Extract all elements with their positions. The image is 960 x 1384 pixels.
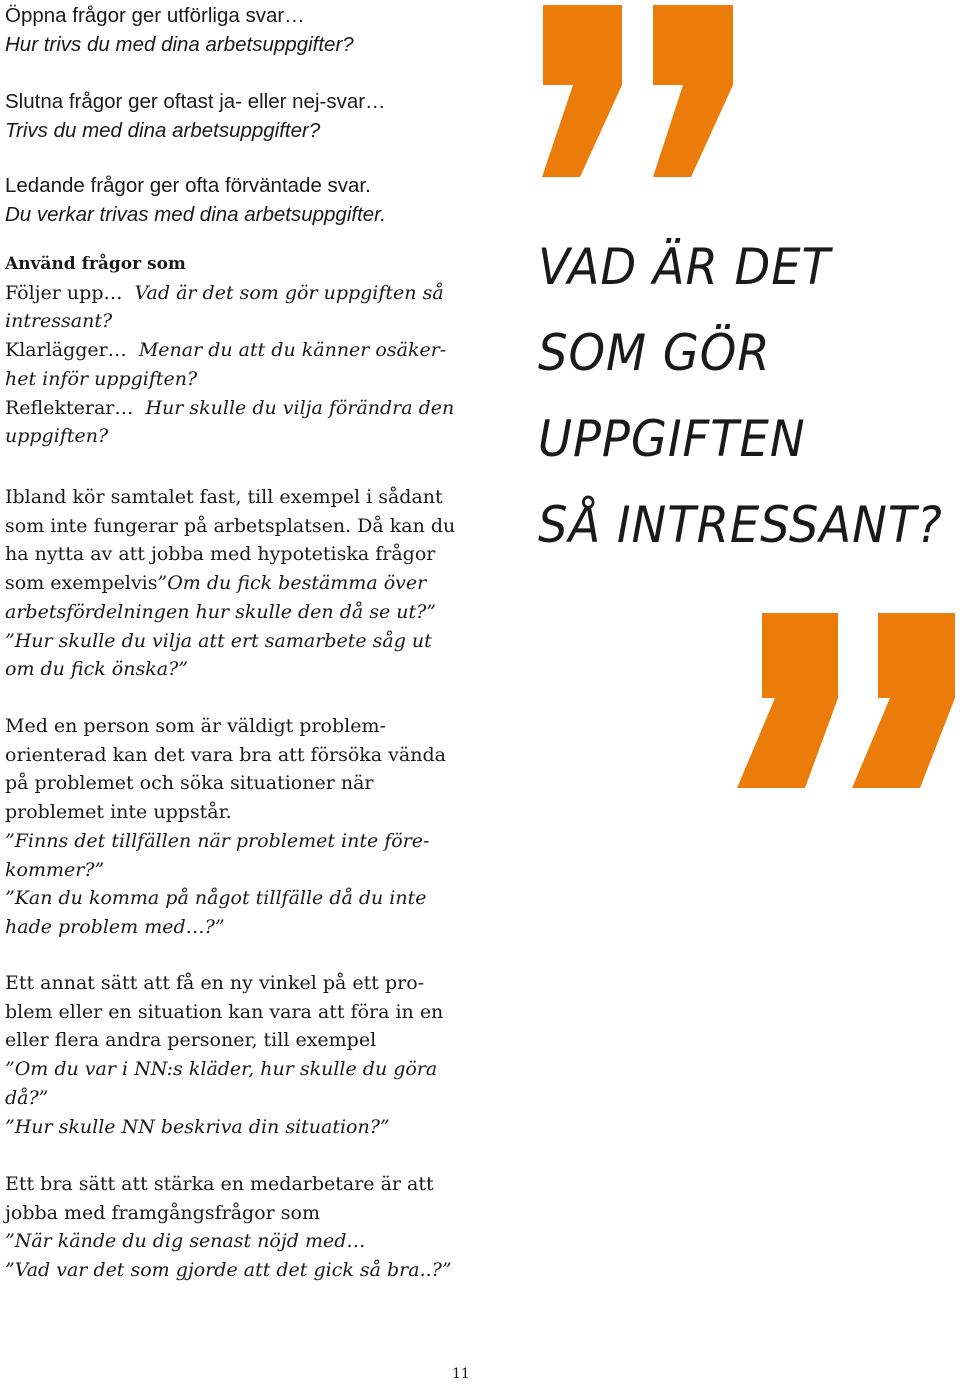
reflect-line-2: uppgiften? <box>5 425 109 448</box>
paragraph-line: kommer?” <box>5 858 105 881</box>
paragraph-line: ”Finns det tillfällen när problemet inte före- <box>5 829 430 852</box>
problem-paragraph <box>5 712 475 942</box>
page-number: 11 <box>452 1366 470 1382</box>
clarify-line-2: het inför uppgiften? <box>5 367 198 390</box>
pull-quote-line: SOM GÖR <box>538 324 771 382</box>
paragraph-line: som exempelvis”Om du fick bestämma över <box>5 572 427 595</box>
paragraph-line: Ett bra sätt att stärka en medarbetare är att <box>5 1173 434 1195</box>
paragraph-line: ”Hur skulle du vilja att ert samarbete såg ut <box>5 629 432 652</box>
follow-up-line-2: intressant? <box>5 310 113 333</box>
hypothetical-paragraph <box>5 483 475 684</box>
paragraph-line: Ibland kör samtalet fast, till exempel i sådant <box>5 486 443 508</box>
follow-up-line: Följer upp… Vad är det som gör uppgiften så <box>5 281 444 304</box>
open-questions-text: Öppna frågor ger utförliga svar… <box>5 4 305 27</box>
closed-questions-text: Slutna frågor ger oftast ja- eller nej-svar… <box>5 90 386 113</box>
pull-quote <box>538 224 943 568</box>
paragraph-line: arbetsfördelningen hur skulle den då se ut?” <box>5 600 437 623</box>
leading-questions-text: Ledande frågor ger ofta förväntade svar. <box>5 174 371 197</box>
reflect-line: Reflekterar… Hur skulle du vilja förändra den <box>5 396 455 419</box>
pull-quote-line: UPPGIFTEN <box>538 410 806 468</box>
use-questions-heading: Använd frågor som <box>5 254 186 274</box>
paragraph-line: på problemet och söka situationer när <box>5 772 374 795</box>
clarify-line: Klarlägger… Menar du att du känner osäker- <box>5 339 447 362</box>
open-questions-example: Hur trivs du med dina arbetsuppgifter? <box>5 32 354 56</box>
paragraph-line: orienterad kan det vara bra att försöka vända <box>5 743 446 766</box>
paragraph-line: jobba med framgångsfrågor som <box>5 1201 320 1224</box>
paragraph-line: hade problem med…?” <box>5 915 225 938</box>
question-types <box>5 2 475 59</box>
leading-questions <box>5 172 475 229</box>
perspective-paragraph <box>5 969 475 1141</box>
paragraph-line: ”När kände du dig senast nöjd med… <box>5 1230 366 1253</box>
paragraph-line: Med en person som är väldigt problem- <box>5 715 386 737</box>
paragraph-line: eller flera andra personer, till exempel <box>5 1029 377 1052</box>
use-questions <box>5 250 475 451</box>
paragraph-line: då?” <box>5 1086 49 1109</box>
success-paragraph <box>5 1170 475 1285</box>
quote-mark-open-icon <box>540 5 735 177</box>
closed-questions <box>5 88 475 145</box>
paragraph-line: ”Kan du komma på något tillfälle då du inte <box>5 887 427 910</box>
closed-questions-example: Trivs du med dina arbetsuppgifter? <box>5 118 321 142</box>
paragraph-line: ”Vad var det som gjorde att det gick så bra..?” <box>5 1259 452 1282</box>
paragraph-line: blem eller en situation kan vara att föra in en <box>5 1000 444 1023</box>
pull-quote-line: SÅ INTRESSANT? <box>538 496 943 554</box>
quote-mark-close-icon <box>735 613 957 788</box>
paragraph-line: som inte fungerar på arbetsplatsen. Då kan du <box>5 514 456 537</box>
paragraph-line: ”Om du var i NN:s kläder, hur skulle du göra <box>5 1058 438 1081</box>
paragraph-line: om du fick önska?” <box>5 658 188 681</box>
leading-questions-example: Du verkar trivas med dina arbetsuppgifter. <box>5 202 386 226</box>
paragraph-line: Ett annat sätt att få en ny vinkel på ett pro- <box>5 972 425 994</box>
pull-quote-line: VAD ÄR DET <box>538 238 831 296</box>
paragraph-line: ha nytta av att jobba med hypotetiska frågor <box>5 543 436 566</box>
paragraph-line: problemet inte uppstår. <box>5 801 232 824</box>
paragraph-line: ”Hur skulle NN beskriva din situation?” <box>5 1115 390 1138</box>
